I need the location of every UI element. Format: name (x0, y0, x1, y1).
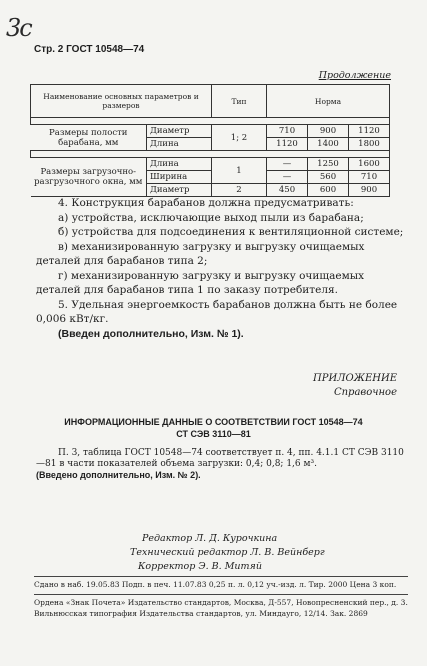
value-cell: 900 (308, 125, 349, 138)
requirements-text (36, 196, 406, 341)
continuation-label: Продолжение (318, 70, 391, 81)
table-row (31, 158, 390, 171)
value-cell: 560 (308, 171, 349, 184)
credits (130, 532, 325, 574)
appendix-text: П. 3, таблица ГОСТ 10548—74 соответствует п. 4, пп. 4.1.1 СТ СЭВ 3110—81 в части показателей объема загрузки: 0,4; 0,8; 1,6 м³. (36, 448, 404, 469)
clause-4a: а) устройства, исключающие выход пыли из барабана; (58, 211, 364, 224)
value-cell: 450 (267, 184, 308, 197)
type-cell: 1; 2 (212, 125, 267, 151)
footer-line3: Вильнюсская типография Издательства стандартов, ул. Миндауго, 12/14. Зак. 2869 (34, 609, 368, 618)
proofreader: Корректор Э. В. Митяй (138, 561, 262, 572)
value-cell: 1400 (308, 138, 349, 151)
type-cell: 2 (212, 184, 267, 197)
group2-name: Размеры загрузочно-разгрузочного окна, мм (31, 158, 147, 197)
value-cell: 900 (349, 184, 390, 197)
group1-name: Размеры полости барабана, мм (31, 125, 147, 151)
clause-4g: г) механизированную загрузку и выгрузку очищаемых деталей для барабанов типа 1 по заказу потребителя. (36, 269, 365, 296)
value-cell: — (267, 158, 308, 171)
appendix-text-block (36, 448, 406, 481)
header-parameters: Наименование основных параметров и размеров (31, 85, 212, 118)
param-cell: Длина (147, 158, 212, 171)
footer-line2: Ордена «Знак Почета» Издательство стандартов, Москва, Д-557, Новопресненский пер., д. 3. (34, 598, 408, 607)
table-header-row (31, 85, 390, 118)
appendix-title (0, 416, 427, 440)
amendment-1-note: (Введен дополнительно, Изм. № 1). (58, 327, 244, 340)
table-row (31, 125, 390, 138)
value-cell: 1600 (349, 158, 390, 171)
parameters-table (30, 84, 390, 197)
appendix-title-line2: СТ СЭВ 3110—81 (176, 429, 251, 439)
appendix-label: ПРИЛОЖЕНИЕ (313, 373, 397, 384)
appendix-title-line1: ИНФОРМАЦИОННЫЕ ДАННЫЕ О СООТВЕТСТВИИ ГОСТ 10548—74 (64, 417, 363, 427)
clause-5: 5. Удельная энергоемкость барабанов должна быть не более 0,006 кВт/кг. (36, 298, 398, 325)
clause-4v: в) механизированную загрузку и выгрузку очищаемых деталей для барабанов типа 2; (36, 240, 365, 267)
value-cell: 1800 (349, 138, 390, 151)
value-cell: 600 (308, 184, 349, 197)
value-cell: 1120 (267, 138, 308, 151)
value-cell: — (267, 171, 308, 184)
clause-4b: б) устройства для подсоединения к вентиляционной системе; (58, 226, 404, 238)
value-cell: 1250 (308, 158, 349, 171)
footer-divider-2 (34, 594, 408, 595)
value-cell: 1120 (349, 125, 390, 138)
header-norm: Норма (267, 85, 390, 118)
header-type: Тип (212, 85, 267, 118)
value-cell: 710 (267, 125, 308, 138)
handwritten-mark: 3c (6, 14, 31, 42)
tech-editor: Технический редактор Л. В. Вейнберг (130, 547, 325, 558)
param-cell: Диаметр (147, 125, 212, 138)
value-cell: 710 (349, 171, 390, 184)
footer-divider (34, 576, 408, 577)
page-header: Стр. 2 ГОСТ 10548—74 (34, 44, 145, 55)
appendix-sub: Справочное (333, 387, 397, 398)
param-cell: Длина (147, 138, 212, 151)
amendment-2-note: (Введено дополнительно, Изм. № 2). (36, 470, 201, 480)
editor: Редактор Л. Д. Курочкина (142, 533, 278, 544)
footer-line1: Сдано в наб. 19.05.83 Подп. в печ. 11.07.83 0,25 п. л. 0,12 уч.-изд. л. Тир. 2000 Цена 3 коп. (34, 580, 397, 589)
param-cell: Диаметр (147, 184, 212, 197)
type-cell: 1 (212, 158, 267, 184)
param-cell: Ширина (147, 171, 212, 184)
clause-4: 4. Конструкция барабанов должна предусматривать: (58, 197, 354, 209)
appendix-label-block (313, 372, 397, 400)
